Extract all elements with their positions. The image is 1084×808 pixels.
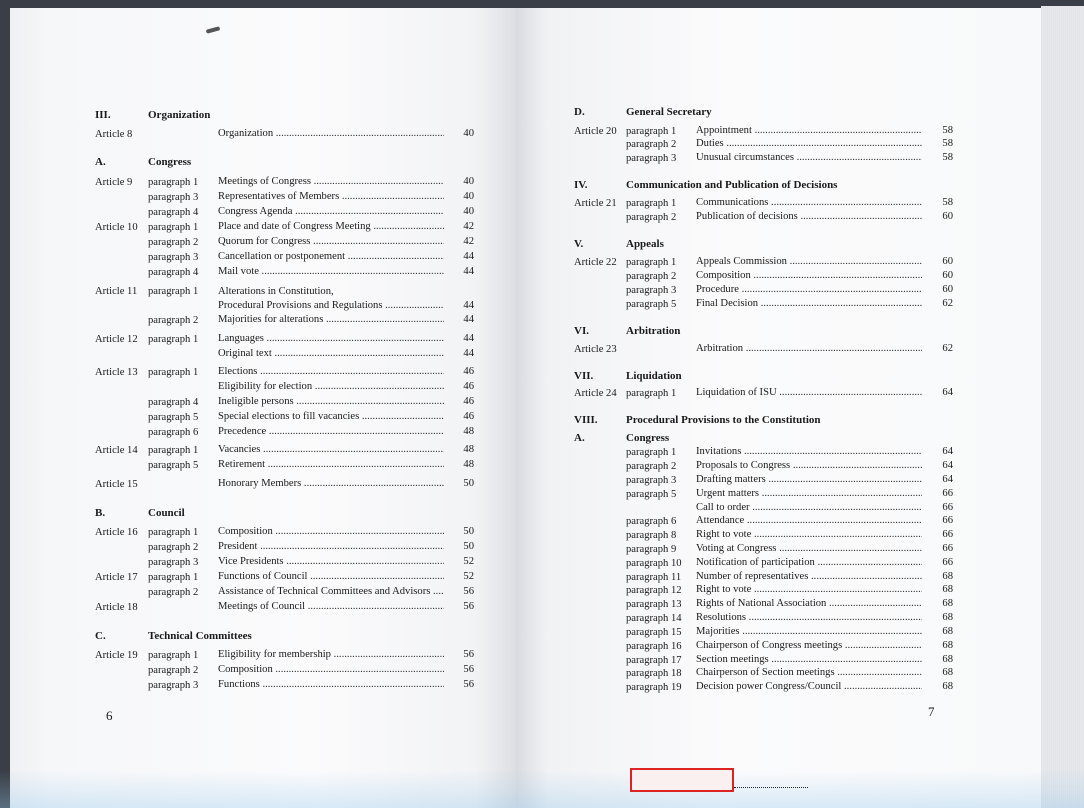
toc-page-ref: 44: [463, 300, 474, 311]
toc-page-ref: 60: [942, 270, 953, 281]
section-number: B.: [95, 507, 106, 519]
toc-entry-title: Quorum for Congress .....: [218, 236, 444, 247]
article-label: Article 9: [95, 177, 133, 188]
article-label: Article 15: [95, 479, 138, 490]
article-label: Article 17: [95, 572, 138, 583]
toc-entry-title: Assistance of Technical Committees and Advisors .....: [218, 586, 444, 597]
article-label: Article 24: [574, 388, 617, 399]
toc-entry-title: Publication of decisions .....: [696, 211, 922, 222]
paragraph-label: paragraph 3: [148, 557, 199, 568]
paragraph-label: paragraph 1: [148, 177, 199, 188]
page-edges: [1041, 6, 1084, 808]
section-heading: Congress: [626, 432, 670, 444]
toc-page-ref: 60: [942, 284, 953, 295]
toc-page-ref: 42: [463, 236, 474, 247]
paragraph-label: paragraph 4: [148, 397, 199, 408]
toc-page-ref: 44: [463, 266, 474, 277]
paragraph-label: paragraph 1: [148, 445, 199, 456]
toc-entry-title: Special elections to fill vacancies .....: [218, 411, 444, 422]
toc-entry-title: Final Decision .....: [696, 298, 922, 309]
toc-entry-title: Unusual circumstances .....: [696, 152, 922, 163]
toc-entry-title: Chairperson of Congress meetings .....: [696, 640, 922, 651]
paragraph-label: paragraph 1: [148, 572, 199, 583]
toc-page-ref: 68: [942, 654, 953, 665]
toc-page-ref: 66: [942, 543, 953, 554]
article-label: Article 18: [95, 602, 138, 613]
toc-entry-title: Right to vote .....: [696, 584, 922, 595]
red-stamp-box: [630, 768, 734, 792]
section-number: VII.: [574, 370, 594, 382]
toc-entry-title: Composition .....: [218, 526, 444, 537]
toc-entry-title: Section meetings .....: [696, 654, 922, 665]
paragraph-label: paragraph 2: [148, 315, 199, 326]
article-label: Article 13: [95, 367, 138, 378]
toc-entry-title: Representatives of Members .....: [218, 191, 444, 202]
toc-page-ref: 64: [942, 387, 953, 398]
section-number: D.: [574, 106, 585, 118]
toc-page-ref: 68: [942, 571, 953, 582]
toc-page-ref: 46: [463, 381, 474, 392]
toc-page-ref: 64: [942, 474, 953, 485]
toc-page-ref: 58: [942, 152, 953, 163]
toc-page-ref: 68: [942, 584, 953, 595]
paragraph-label: paragraph 1: [626, 198, 677, 209]
right-page-number: 7: [928, 704, 935, 719]
paragraph-label: paragraph 2: [148, 237, 199, 248]
toc-entry-title: Voting at Congress .....: [696, 543, 922, 554]
toc-entry-title: Invitations .....: [696, 446, 922, 457]
paragraph-label: paragraph 3: [148, 192, 199, 203]
paragraph-label: paragraph 12: [626, 585, 682, 596]
article-label: Article 16: [95, 527, 138, 538]
paragraph-label: paragraph 3: [626, 285, 677, 296]
toc-page-ref: 68: [942, 626, 953, 637]
section-number: A.: [574, 432, 585, 444]
left-page-number: 6: [106, 708, 113, 723]
paragraph-label: paragraph 1: [626, 257, 677, 268]
toc-page-ref: 52: [463, 556, 474, 567]
paragraph-label: paragraph 18: [626, 668, 682, 679]
section-number: A.: [95, 156, 106, 168]
toc-page-ref: 58: [942, 197, 953, 208]
toc-entry-title: Attendance .....: [696, 515, 922, 526]
toc-entry-title: Mail vote .....: [218, 266, 444, 277]
toc-entry-title: Drafting matters .....: [696, 474, 922, 485]
paragraph-label: paragraph 1: [626, 126, 677, 137]
section-heading: Technical Committees: [148, 630, 252, 642]
toc-page-ref: 56: [463, 664, 474, 675]
toc-page-ref: 50: [463, 541, 474, 552]
paragraph-label: paragraph 6: [626, 516, 677, 527]
toc-entry-title: Eligibility for election .....: [218, 381, 444, 392]
toc-entry-title: Cancellation or postponement .....: [218, 251, 444, 262]
article-label: Article 11: [95, 286, 138, 297]
article-label: Article 23: [574, 344, 617, 355]
paragraph-label: paragraph 1: [148, 527, 199, 538]
toc-page-ref: 44: [463, 251, 474, 262]
toc-entry-title: Procedure .....: [696, 284, 922, 295]
paragraph-label: paragraph 2: [626, 212, 677, 223]
paragraph-label: paragraph 1: [626, 447, 677, 458]
toc-page-ref: 44: [463, 333, 474, 344]
toc-entry-title: Appointment .....: [696, 125, 922, 136]
paragraph-label: paragraph 5: [148, 460, 199, 471]
toc-entry-title: Proposals to Congress .....: [696, 460, 922, 471]
paragraph-label: paragraph 16: [626, 641, 682, 652]
paragraph-label: paragraph 9: [626, 544, 677, 555]
toc-entry-title: Rights of National Association .....: [696, 598, 922, 609]
paragraph-label: paragraph 2: [626, 271, 677, 282]
paragraph-label: paragraph 13: [626, 599, 682, 610]
section-number: C.: [95, 630, 106, 642]
toc-page-ref: 48: [463, 459, 474, 470]
paragraph-label: paragraph 3: [148, 680, 199, 691]
toc-entry-title: Vacancies .....: [218, 444, 444, 455]
toc-page-ref: 68: [942, 667, 953, 678]
article-label: Article 21: [574, 198, 617, 209]
toc-entry-title: Liquidation of ISU .....: [696, 387, 922, 398]
toc-page-ref: 62: [942, 343, 953, 354]
toc-entry-title: Communications .....: [696, 197, 922, 208]
article-label: Article 14: [95, 445, 138, 456]
paragraph-label: paragraph 1: [626, 388, 677, 399]
toc-entry-title: Meetings of Council .....: [218, 601, 444, 612]
toc-entry-title: Resolutions .....: [696, 612, 922, 623]
toc-page-ref: 66: [942, 502, 953, 513]
paragraph-label: paragraph 5: [626, 299, 677, 310]
article-label: Article 12: [95, 334, 138, 345]
toc-page-ref: 66: [942, 488, 953, 499]
paragraph-label: paragraph 14: [626, 613, 682, 624]
toc-entry-title: Vice Presidents .....: [218, 556, 444, 567]
toc-page-ref: 68: [942, 681, 953, 692]
toc-entry-title: Organization .....: [218, 128, 444, 139]
bottom-glow: [0, 770, 1084, 808]
paragraph-label: paragraph 3: [148, 252, 199, 263]
paragraph-label: paragraph 15: [626, 627, 682, 638]
section-heading: Congress: [148, 156, 192, 168]
section-number: IV.: [574, 179, 588, 191]
paragraph-label: paragraph 2: [626, 461, 677, 472]
toc-page-ref: 40: [463, 206, 474, 217]
toc-page-ref: 52: [463, 571, 474, 582]
toc-page-ref: 40: [463, 176, 474, 187]
stamp-dotted-line: [734, 787, 808, 788]
paragraph-label: paragraph 5: [626, 489, 677, 500]
toc-page-ref: 40: [463, 128, 474, 139]
toc-entry-title: Number of representatives .....: [696, 571, 922, 582]
toc-page-ref: 58: [942, 125, 953, 136]
toc-page-ref: 56: [463, 601, 474, 612]
toc-entry-title: Arbitration .....: [696, 343, 922, 354]
toc-entry-title: Original text .....: [218, 348, 444, 359]
toc-entry-title: Eligibility for membership .....: [218, 649, 444, 660]
toc-page-ref: 50: [463, 478, 474, 489]
toc-page-ref: 42: [463, 221, 474, 232]
toc-entry-title: Place and date of Congress Meeting .....: [218, 221, 444, 232]
toc-entry-title: Congress Agenda .....: [218, 206, 444, 217]
toc-page-ref: 48: [463, 444, 474, 455]
toc-page-ref: 68: [942, 640, 953, 651]
toc-page-ref: 68: [942, 598, 953, 609]
toc-page-ref: 44: [463, 348, 474, 359]
toc-entry-title: Right to vote .....: [696, 529, 922, 540]
toc-entry-title: President .....: [218, 541, 444, 552]
paragraph-label: paragraph 4: [148, 207, 199, 218]
toc-entry-title: Honorary Members .....: [218, 478, 444, 489]
section-heading: Council: [148, 507, 185, 519]
toc-page-ref: 64: [942, 460, 953, 471]
toc-page-ref: 56: [463, 679, 474, 690]
paragraph-label: paragraph 4: [148, 267, 199, 278]
paragraph-label: paragraph 8: [626, 530, 677, 541]
paragraph-label: paragraph 1: [148, 367, 199, 378]
section-heading: Liquidation: [626, 370, 682, 382]
article-label: Article 10: [95, 222, 138, 233]
article-label: Article 19: [95, 650, 138, 661]
toc-page-ref: 46: [463, 366, 474, 377]
toc-entry-title: Languages .....: [218, 333, 444, 344]
toc-page-ref: 62: [942, 298, 953, 309]
article-label: Article 8: [95, 129, 133, 140]
section-heading: Procedural Provisions to the Constitution: [626, 414, 821, 426]
section-heading: Appeals: [626, 238, 664, 250]
toc-entry-title: Composition .....: [218, 664, 444, 675]
paragraph-label: paragraph 2: [148, 542, 199, 553]
toc-entry-title: Majorities for alterations .....: [218, 314, 444, 325]
section-number: VI.: [574, 325, 589, 337]
toc-page-ref: 64: [942, 446, 953, 457]
toc-entry-title: Elections .....: [218, 366, 444, 377]
paragraph-label: paragraph 1: [148, 650, 199, 661]
paragraph-label: paragraph 3: [626, 475, 677, 486]
toc-page-ref: 50: [463, 526, 474, 537]
toc-entry-title: Functions of Council .....: [218, 571, 444, 582]
toc-entry-title: Duties .....: [696, 138, 922, 149]
toc-page-ref: 66: [942, 529, 953, 540]
paragraph-label: paragraph 3: [626, 153, 677, 164]
toc-page-ref: 40: [463, 191, 474, 202]
article-label: Article 22: [574, 257, 617, 268]
section-number: VIII.: [574, 414, 598, 426]
toc-entry-title: Decision power Congress/Council .....: [696, 681, 922, 692]
section-heading: General Secretary: [626, 106, 712, 118]
toc-page-ref: 48: [463, 426, 474, 437]
toc-entry-title: Urgent matters .....: [696, 488, 922, 499]
paragraph-label: paragraph 10: [626, 558, 682, 569]
toc-page-ref: 56: [463, 649, 474, 660]
section-heading: Communication and Publication of Decisions: [626, 179, 838, 191]
toc-page-ref: 46: [463, 411, 474, 422]
toc-page-ref: 60: [942, 211, 953, 222]
paragraph-label: paragraph 1: [148, 222, 199, 233]
paragraph-label: paragraph 2: [626, 139, 677, 150]
paragraph-label: paragraph 6: [148, 427, 199, 438]
toc-page-ref: 66: [942, 515, 953, 526]
paragraph-label: paragraph 1: [148, 286, 199, 297]
toc-page-ref: 56: [463, 586, 474, 597]
section-heading: Arbitration: [626, 325, 681, 337]
toc-page-ref: 44: [463, 314, 474, 325]
toc-entry-title: Alterations in Constitution,: [218, 286, 334, 297]
toc-entry-title: Composition .....: [696, 270, 922, 281]
section-number: V.: [574, 238, 584, 250]
paragraph-label: paragraph 11: [626, 572, 682, 583]
toc-entry-title: Notification of participation .....: [696, 557, 922, 568]
toc-page-ref: 66: [942, 557, 953, 568]
section-heading: Organization: [148, 109, 211, 121]
article-label: Article 20: [574, 126, 617, 137]
toc-page-ref: 68: [942, 612, 953, 623]
paragraph-label: paragraph 1: [148, 334, 199, 345]
toc-entry-title: Ineligible persons .....: [218, 396, 444, 407]
paragraph-label: paragraph 17: [626, 655, 682, 666]
toc-entry-title: Call to order .....: [696, 502, 922, 513]
paragraph-label: paragraph 2: [148, 587, 199, 598]
paragraph-label: paragraph 5: [148, 412, 199, 423]
toc-page-ref: 60: [942, 256, 953, 267]
toc-entry-title: Appeals Commission .....: [696, 256, 922, 267]
toc-page-ref: 58: [942, 138, 953, 149]
toc-entry-title: Procedural Provisions and Regulations .....: [218, 300, 444, 311]
toc-entry-title: Majorities .....: [696, 626, 922, 637]
toc-page-ref: 46: [463, 396, 474, 407]
paragraph-label: paragraph 19: [626, 682, 682, 693]
section-number: III.: [95, 109, 111, 121]
toc-entry-title: Precedence .....: [218, 426, 444, 437]
toc-entry-title: Meetings of Congress .....: [218, 176, 444, 187]
paragraph-label: paragraph 2: [148, 665, 199, 676]
toc-entry-title: Chairperson of Section meetings .....: [696, 667, 922, 678]
toc-entry-title: Functions .....: [218, 679, 444, 690]
toc-entry-title: Retirement .....: [218, 459, 444, 470]
